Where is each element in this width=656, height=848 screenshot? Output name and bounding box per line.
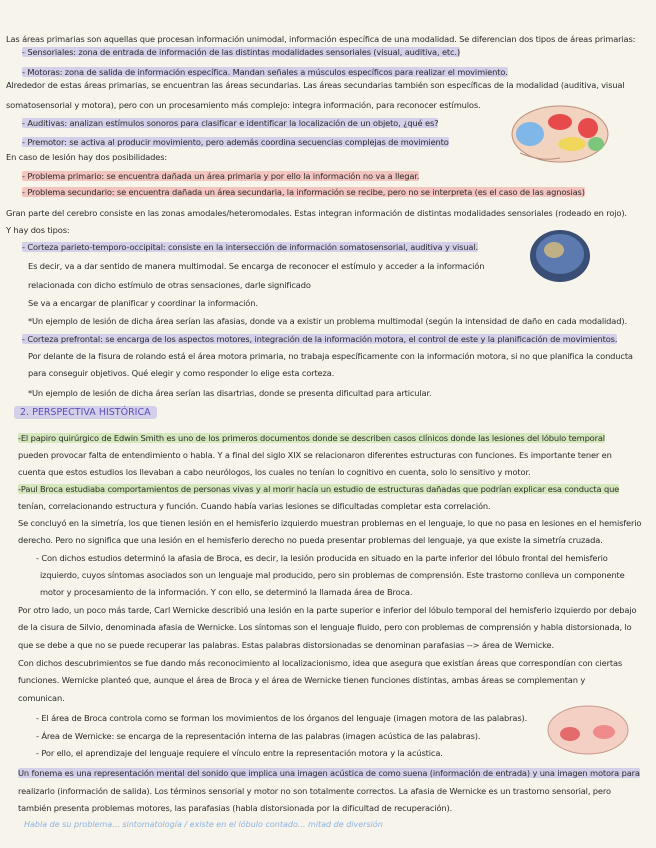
text-line	[22, 334, 617, 345]
text-line-content: - Corteza prefrontal: se encarga de los aspectos motores, integración de la información motora, el control de este y la planificación de movimientos.	[22, 334, 618, 344]
text-line-content: - Problema primario: se encuentra dañada un área primaria y por ello la información no va a llegar.	[22, 171, 420, 181]
text-line-content: funciones. Wernicke planteó que, aunque el área de Broca y el área de Wernicke tienen funciones distintas, ambas áreas se complementan y	[18, 675, 586, 685]
section-title: 2. PERSPECTIVA HISTÓRICA	[14, 406, 157, 419]
text-line-content: somatosensorial y motora), pero con un procesamiento más complejo: integra información, para reconocer estímulos.	[6, 100, 481, 110]
text-line-content: Y hay dos tipos:	[6, 225, 70, 235]
text-line-content: -Paul Broca estudiaba comportamientos de personas vivas y al morir hacía un estudio de estructuras dañadas que podrían explicar esa conducta que	[18, 484, 620, 494]
brain-lateral-figure	[500, 98, 650, 168]
text-line	[36, 713, 527, 724]
text-line	[28, 368, 334, 379]
text-line-content: Un fonema es una representación mental del sonido que implica una imagen acústica de como suena (información de entrada) y una imagen motora para	[18, 768, 640, 778]
text-line-content: - Auditivas: analizan estímulos sonoros para clasificar e identificar la localización de un objeto, ¿qué es?	[22, 118, 439, 128]
text-line-content: -El papiro quirúrgico de Edwin Smith es uno de los primeros documentos donde se describen casos clínicos donde las lesiones del lóbulo temporal	[18, 433, 605, 443]
text-line	[22, 137, 449, 148]
text-line-content: En caso de lesión hay dos posibilidades:	[6, 152, 168, 162]
text-line	[18, 622, 632, 633]
text-line-content: *Un ejemplo de lesión de dicha área serían las disartrias, donde se presenta dificultad para articular.	[28, 388, 432, 398]
text-line-content: que se debe a que no se puede recuperar las palabras. Estas palabras distorsionadas se denominan parafasias --> área de Wernicke.	[18, 640, 554, 650]
text-line	[28, 280, 311, 291]
text-line-content: Por delante de la fisura de rolando está el área motora primaria, no trabaja específicamente con la información motora, si no que planifica la conducta	[28, 351, 633, 361]
text-line	[18, 535, 603, 546]
text-line-content: Por otro lado, un poco más tarde, Carl Wernicke describió una lesión en la parte superior e inferior del lóbulo temporal del hemisferio izquierdo por debajo	[18, 605, 637, 615]
text-line	[18, 803, 452, 814]
text-line-content: realizarlo (información de salida). Los términos sensorial y motor no son totalmente correctos. La afasia de Wernicke es un trastorno sensorial, pero	[18, 786, 611, 796]
text-line-content: cuenta que estos estudios los llevaban a cabo neurólogos, los cuales no tenían lo cognitivo en cuenta, solo lo sensitivo y motor.	[18, 467, 531, 477]
text-line-content: - Premotor: se activa al producir movimiento, pero además coordina secuencias complejas de movimiento	[22, 137, 449, 147]
text-line	[18, 658, 622, 669]
brain-broca-wernicke-figure	[540, 700, 640, 760]
brain-thumbnail	[520, 208, 600, 288]
text-line-content: - Sensoriales: zona de entrada de información de las distintas modalidades sensoriales (visual, auditiva, etc.)	[22, 47, 460, 57]
text-line	[40, 570, 625, 581]
text-line	[6, 80, 624, 91]
text-line-content: - Problema secundario: se encuentra dañada un área secundaria, la información se recibe, pero no se interpreta (es el caso de las agnosias)	[22, 187, 585, 197]
text-line-content: - Por ello, el aprendizaje del lenguaje requiere el vínculo entre la representación motora y la acústica.	[36, 748, 443, 758]
text-line-content: izquierdo, cuyos síntomas asociados son un lenguaje mal producido, pero sin problemas de comprensión. Este trastorno conlleva un componente	[40, 570, 625, 580]
text-line	[18, 501, 491, 512]
text-line	[6, 152, 167, 163]
text-line	[18, 786, 611, 797]
text-line	[28, 261, 484, 272]
text-line	[18, 484, 619, 495]
text-line	[22, 47, 460, 58]
text-line	[36, 731, 480, 742]
text-line-content: - Corteza parieto-temporo-occipital: consiste en la intersección de información somatosensorial, auditiva y visual.	[22, 242, 478, 252]
text-line	[22, 67, 508, 78]
text-line	[18, 640, 554, 651]
text-line	[18, 467, 530, 478]
text-line-content: Alrededor de estas áreas primarias, se encuentran las áreas secundarias. Las áreas secundarias también son específicas de la modalidad (auditiva, visual	[6, 80, 625, 90]
text-line-content: Las áreas primarias son aquellas que procesan información unimodal, información específica de una modalidad. Se diferencian dos tipos de áreas primarias:	[6, 34, 636, 44]
text-line-content: Se va a encargar de planificar y coordinar la información.	[28, 298, 258, 308]
text-line-content: Es decir, va a dar sentido de manera multimodal. Se encarga de reconocer el estímulo y acceder a la información	[28, 261, 485, 271]
text-line-content: - Con dichos estudios determinó la afasia de Broca, es decir, la lesión producida en situado en la parte inferior del lóbulo frontal del hemisferio	[36, 553, 608, 563]
text-line-content: tenían, correlacionando estructura y función. Cuando había varias lesiones se dificultadas completar esta correlación.	[18, 501, 491, 511]
text-line-content: comunican.	[18, 693, 65, 703]
text-line-content: - Motoras: zona de salida de información específica. Mandan señales a músculos específicos para realizar el movimiento.	[22, 67, 508, 77]
text-line-content: para conseguir objetivos. Qué elegir y como responder lo elige esta corteza.	[28, 368, 335, 378]
text-line-content: Se concluyó en la simetría, los que tienen lesión en el hemisferio izquierdo muestran problemas en el lenguaje, lo que no pasa en lesiones en el hemisferio	[18, 518, 642, 528]
text-line-content: motor y procesamiento de la información. Y con ello, se determinó la llamada área de Broca.	[40, 587, 413, 597]
text-line	[40, 587, 412, 598]
text-line	[18, 518, 641, 529]
text-line	[22, 118, 438, 129]
text-line	[22, 187, 585, 198]
text-line	[22, 242, 478, 253]
text-line-content: - El área de Broca controla como se forman los movimientos de los órganos del lenguaje (imagen motora de las palabras).	[36, 713, 528, 723]
handwritten-note: Habla de su problema... sintomatología / existe en el lóbulo contado... mitad de diversión	[24, 820, 383, 829]
text-line	[18, 693, 65, 704]
text-line	[36, 748, 443, 759]
text-line	[28, 388, 431, 399]
text-line-content: también presenta problemas motores, las parafasias (habla distorsionada por la dificultad de recuperación).	[18, 803, 453, 813]
text-line	[18, 450, 612, 461]
text-line	[18, 768, 640, 779]
text-line	[18, 675, 585, 686]
text-line	[18, 433, 605, 444]
text-line	[6, 100, 480, 111]
text-line	[18, 605, 636, 616]
text-line	[36, 553, 608, 564]
text-line	[28, 351, 633, 362]
text-line-content: relacionada con dicho estímulo de otras sensaciones, darle significado	[28, 280, 311, 290]
text-line	[22, 171, 419, 182]
text-line	[28, 298, 258, 309]
text-line-content: - Área de Wernicke: se encarga de la representación interna de las palabras (imagen acústica de las palabras).	[36, 731, 481, 741]
text-line-content: derecho. Pero no significa que una lesión en el hemisferio derecho no pueda presentar problemas del lenguaje, ya que existe la simetría cruzada.	[18, 535, 603, 545]
text-line-content: *Un ejemplo de lesión de dicha área serían las afasias, donde va a existir un problema multimodal (según la intensidad de daño en cada modalidad).	[28, 316, 627, 326]
text-line-content: Gran parte del cerebro consiste en las zonas amodales/heteromodales. Estas integran información de distintas modalidades sensoriales (rodeado en rojo).	[6, 208, 627, 218]
text-line	[28, 316, 627, 327]
text-line	[6, 34, 635, 45]
text-line-content: de la cisura de Silvio, denominada afasia de Wernicke. Los síntomas son el lenguaje fluido, pero con problemas de comprensión y habla distorsionada, lo	[18, 622, 632, 632]
text-line-content: pueden provocar falta de entendimiento o habla. Y a final del siglo XIX se relacionaron diferentes estructuras con funciones. Es importante tener en	[18, 450, 612, 460]
text-line	[6, 225, 70, 236]
text-line-content: Con dichos descubrimientos se fue dando más reconocimiento al localizacionismo, idea que asegura que existían áreas que correspondían con ciertas	[18, 658, 623, 668]
